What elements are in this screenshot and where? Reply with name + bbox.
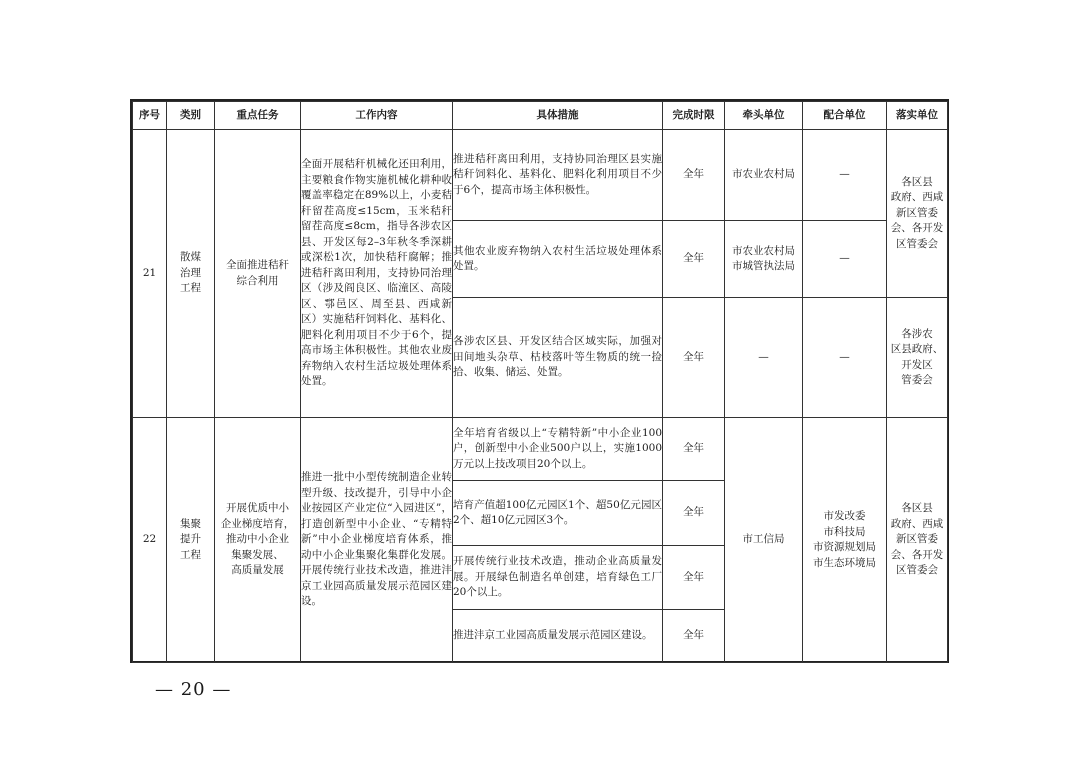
policy-table bbox=[132, 101, 948, 663]
header-no: 序号 bbox=[133, 102, 167, 130]
policy-table-frame bbox=[130, 99, 949, 663]
table-row bbox=[133, 130, 948, 221]
measure-text: 推进沣京工业园高质量发展示范园区建设。 bbox=[453, 610, 663, 663]
header-impl: 落实单位 bbox=[887, 102, 948, 130]
header-lead: 牵头单位 bbox=[725, 102, 803, 130]
row-no: 21 bbox=[133, 130, 167, 418]
table-row bbox=[133, 418, 948, 481]
measure-deadline: 全年 bbox=[663, 298, 725, 418]
header-task: 重点任务 bbox=[215, 102, 301, 130]
row-task: 全面推进秸秆 综合利用 bbox=[215, 130, 301, 418]
measure-lead: 市农业农村局 市城管执法局 bbox=[725, 221, 803, 298]
measure-deadline: 全年 bbox=[663, 481, 725, 546]
header-assist: 配合单位 bbox=[803, 102, 887, 130]
row-content: 全面开展秸秆机械化还田利用，主要粮食作物实施机械化耕种收覆盖率稳定在89%以上，小麦秸秆留茬高度≤15cm，玉米秸秆留茬高度≤8cm，指导各涉农区县、开发区每2–3年秋冬季深耕或深松1次，加快秸秆腐解；推进秸秆离田利用，支持协同治理区（涉及阎良区、临潼区、高陵区、鄠邑区、周至县、西咸新区）实施秸秆饲料化、基料化、肥料化利用项目不少于6个，提高市场主体积极性。其他农业废弃物纳入农村生活垃圾处理体系处置。 bbox=[301, 130, 453, 418]
row-impl: 各区县 政府、西咸 新区管委 会、各开发 区管委会 bbox=[887, 418, 948, 663]
header-row bbox=[133, 102, 948, 130]
measure-text: 推进秸秆离田利用，支持协同治理区县实施秸秆饲料化、基料化、肥料化利用项目不少于6个，提高市场主体积极性。 bbox=[453, 130, 663, 221]
header-deadline: 完成时限 bbox=[663, 102, 725, 130]
measure-lead: 市农业农村局 bbox=[725, 130, 803, 221]
header-content: 工作内容 bbox=[301, 102, 453, 130]
row-category: 集聚 提升 工程 bbox=[167, 418, 215, 663]
header-measures: 具体措施 bbox=[453, 102, 663, 130]
measure-deadline: 全年 bbox=[663, 610, 725, 663]
measure-text: 开展传统行业技术改造，推动企业高质量发展。开展绿色制造名单创建，培育绿色工厂20个以上。 bbox=[453, 546, 663, 610]
page-number: — 20 — bbox=[155, 679, 232, 700]
measure-assist: — bbox=[803, 130, 887, 221]
measure-deadline: 全年 bbox=[663, 418, 725, 481]
measure-text: 其他农业废弃物纳入农村生活垃圾处理体系处置。 bbox=[453, 221, 663, 298]
measure-text: 全年培育省级以上“专精特新”中小企业100户，创新型中小企业500户以上，实施1000万元以上技改项目20个以上。 bbox=[453, 418, 663, 481]
row-impl: 各区县 政府、西咸 新区管委 会、各开发 区管委会 bbox=[887, 130, 948, 298]
measure-assist: — bbox=[803, 221, 887, 298]
row-no: 22 bbox=[133, 418, 167, 663]
measure-deadline: 全年 bbox=[663, 130, 725, 221]
header-category: 类别 bbox=[167, 102, 215, 130]
row-assist: 市发改委 市科技局 市资源规划局 市生态环境局 bbox=[803, 418, 887, 663]
row-category: 散煤 治理 工程 bbox=[167, 130, 215, 418]
measure-deadline: 全年 bbox=[663, 546, 725, 610]
row-impl: 各涉农 区县政府、 开发区 管委会 bbox=[887, 298, 948, 418]
row-lead: 市工信局 bbox=[725, 418, 803, 663]
measure-deadline: 全年 bbox=[663, 221, 725, 298]
measure-assist: — bbox=[803, 298, 887, 418]
row-content: 推进一批中小型传统制造企业转型升级、技改提升，引导中小企业按园区产业定位“入园进区”，打造创新型中小企业、“专精特新”中小企业梯度培育体系，推动中小企业集聚化集群化发展。开展传统行业技术改造，推进沣京工业园高质量发展示范园区建设。 bbox=[301, 418, 453, 663]
row-task: 开展优质中小 企业梯度培育， 推动中小企业 集聚发展、 高质量发展 bbox=[215, 418, 301, 663]
measure-lead: — bbox=[725, 298, 803, 418]
measure-text: 各涉农区县、开发区结合区域实际，加强对田间地头杂草、枯枝落叶等生物质的统一捡拾、收集、储运、处置。 bbox=[453, 298, 663, 418]
measure-text: 培育产值超100亿元园区1个、超50亿元园区2个、超10亿元园区3个。 bbox=[453, 481, 663, 546]
